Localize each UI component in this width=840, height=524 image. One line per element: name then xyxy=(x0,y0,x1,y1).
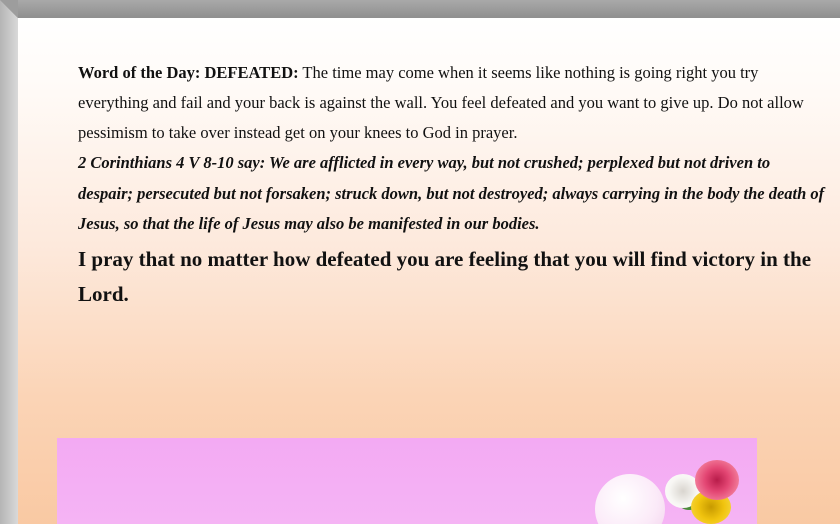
heart-icon xyxy=(595,474,665,524)
frame-top-bevel xyxy=(0,0,840,18)
prayer-text: I pray that no matter how defeated you are feeling that you will find victory in the Lord. xyxy=(78,246,812,306)
intro-text: The time may come when it seems like nothing is going right you try everything and fail and your back is against the wall. You feel defeated and you want to give up. Do not allow pessimism to take over instead get on your knees to God in prayer. xyxy=(78,63,804,142)
decorative-banner xyxy=(57,438,757,524)
frame-left-bevel xyxy=(0,0,18,524)
scripture-quote: 2 Corinthians 4 V 8-10 say: We are afflicted in every way, but not crushed; perplexed but not driven to despair; persecuted but not forsaken; struck down, but not destroyed; always carrying in the body the death of Jesus, so that the life of Jesus may also be manifested in our bodies. xyxy=(78,153,825,233)
intro-paragraph xyxy=(78,58,828,148)
devotional-text xyxy=(78,58,828,312)
word-of-day-label: Word of the Day: DEFEATED: xyxy=(78,63,299,82)
document-page xyxy=(18,18,840,524)
red-rose-icon xyxy=(695,460,739,500)
